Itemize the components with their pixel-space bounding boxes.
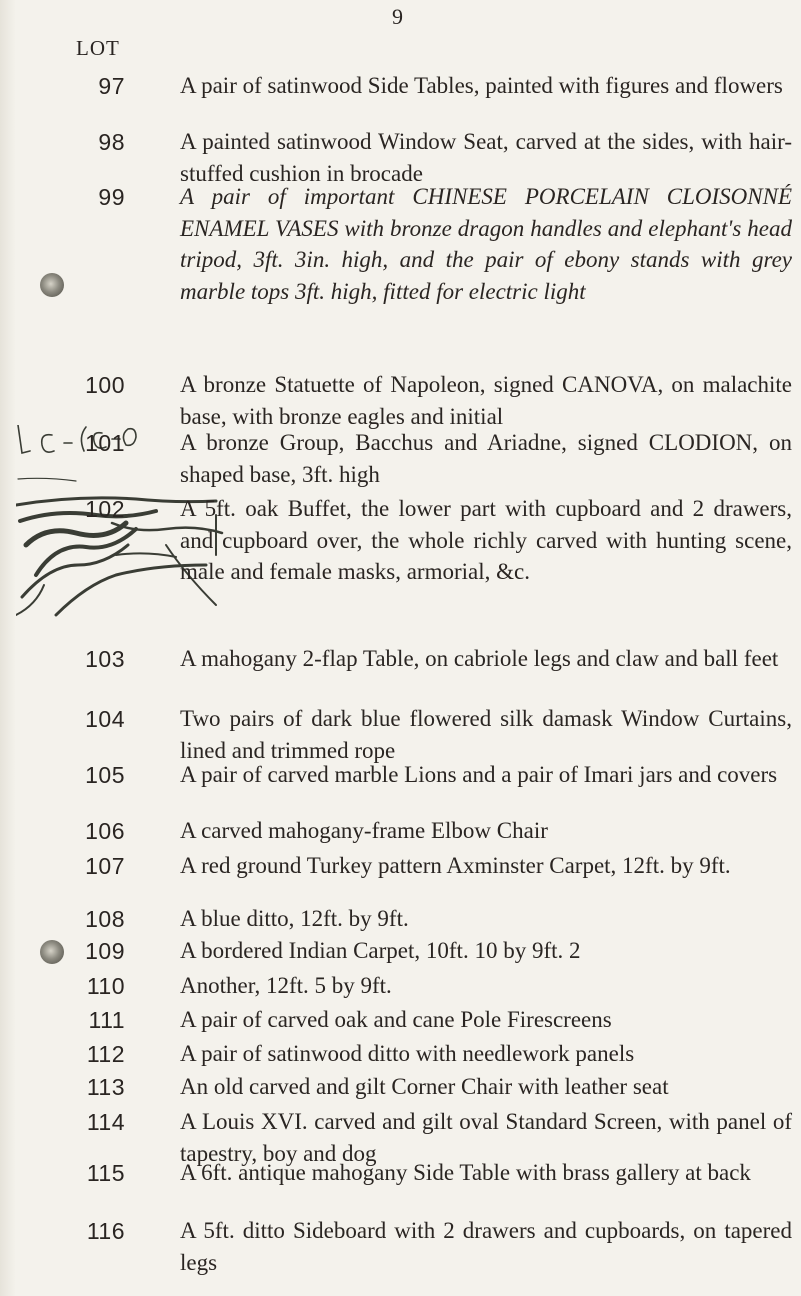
lot-description: Another, 12ft. 5 by 9ft. (180, 973, 392, 998)
lot-number: 109 (85, 938, 125, 964)
binder-hole-icon (40, 273, 64, 297)
lot-number: 116 (86, 1218, 125, 1244)
lot-description: A 5ft. oak Buffet, the lower part with cupboard and 2 drawers, and cupboard over, the whole richly carved with hunting scene, male and female masks, armorial, &c. (180, 496, 792, 584)
lot-description: A pair of satinwood ditto with needlework panels (180, 1041, 635, 1066)
lot-description: Two pairs of dark blue flowered silk damask Window Curtains, lined and trimmed rope (180, 706, 792, 763)
lot-description: A pair of satinwood Side Tables, painted with figures and flowers (180, 73, 783, 98)
lot-description: A painted satinwood Window Seat, carved at the sides, with hair-stuffed cushion in brocade (180, 129, 792, 186)
lot-number: 110 (86, 973, 125, 999)
lot-description: A pair of carved marble Lions and a pair of Imari jars and covers (180, 762, 778, 787)
lot-description: A 6ft. antique mahogany Side Table with brass gallery at back (180, 1160, 751, 1185)
lot-description: A bordered Indian Carpet, 10ft. 10 by 9ft. 2 (180, 938, 581, 963)
lot-description: A mahogany 2-flap Table, on cabriole legs and claw and ball feet (180, 646, 779, 671)
lot-number: 99 (98, 184, 125, 210)
lot-number: 103 (85, 646, 125, 672)
lot-description: A pair of carved oak and cane Pole Firescreens (180, 1007, 612, 1032)
lot-number: 101 (85, 430, 125, 456)
lot-description: A bronze Group, Bacchus and Ariadne, signed CLODION, on shaped base, 3ft. high (180, 430, 792, 487)
lot-number: 115 (86, 1160, 125, 1186)
lot-description: A bronze Statuette of Napoleon, signed CANOVA, on malachite base, with bronze eagles and initial (180, 372, 792, 429)
page-number: 9 (392, 4, 403, 29)
lot-description: A pair of important CHINESE PORCELAIN CLOISONNÉ ENAMEL VASES with bronze dragon handles and elephant's head tripod, 3ft. 3in. high, and the pair of ebony stands with grey marble tops 3ft. high, fitted for electric light (180, 184, 792, 304)
lot-description: A carved mahogany-frame Elbow Chair (180, 818, 548, 843)
lot-description: An old carved and gilt Corner Chair with leather seat (180, 1074, 669, 1099)
lot-number: 98 (98, 129, 125, 155)
lot-number: 106 (85, 818, 125, 844)
lot-number: 104 (85, 706, 125, 732)
lot-description: A Louis XVI. carved and gilt oval Standard Screen, with panel of tapestry, boy and dog (180, 1109, 792, 1166)
lot-number: 107 (85, 853, 125, 879)
lot-description: A red ground Turkey pattern Axminster Carpet, 12ft. by 9ft. (180, 853, 731, 878)
lot-number: 100 (85, 372, 125, 398)
lot-number: 102 (85, 496, 125, 522)
lot-number: 97 (98, 73, 125, 99)
lot-number: 113 (86, 1074, 125, 1100)
lot-number: 108 (85, 906, 125, 932)
lot-description: A blue ditto, 12ft. by 9ft. (180, 906, 409, 931)
lot-column-header: LOT (76, 36, 120, 60)
lot-description: A 5ft. ditto Sideboard with 2 drawers and cupboards, on tapered legs (180, 1218, 792, 1275)
lot-number: 112 (86, 1041, 125, 1067)
binding-edge (0, 0, 16, 1296)
lot-number: 105 (85, 762, 125, 788)
lot-number: 114 (86, 1109, 125, 1135)
lot-number: 111 (88, 1007, 125, 1033)
